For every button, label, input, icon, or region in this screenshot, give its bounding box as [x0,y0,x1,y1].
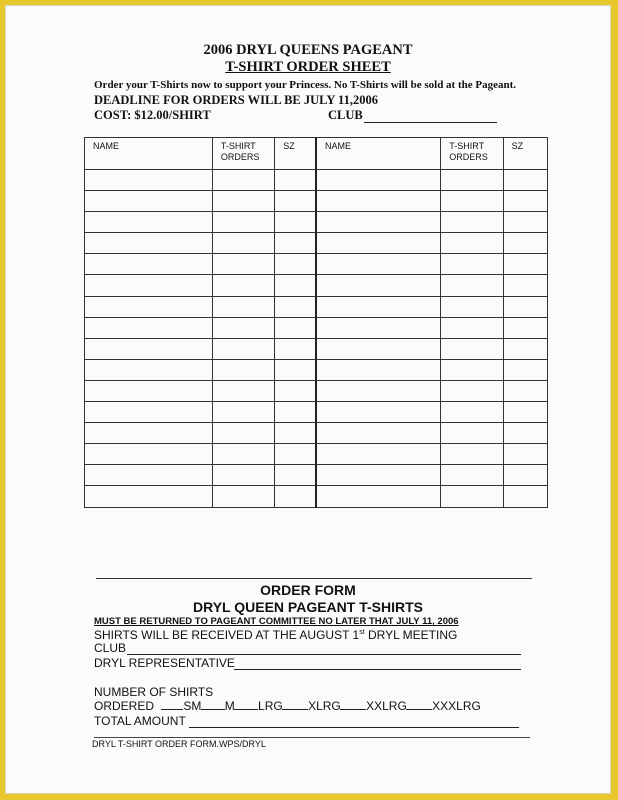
received-text [94,628,457,642]
table-cell[interactable] [441,170,503,191]
table-row [85,170,548,191]
table-cell[interactable] [503,170,547,191]
instructions-text: Order your T-Shirts now to support your Princess. No T-Shirts will be sold at the Pageant. [94,79,517,91]
table-row [85,338,548,359]
table-cell[interactable] [275,444,316,465]
table-cell[interactable] [85,380,213,401]
page-title: 2006 DRYL QUEENS PAGEANT [203,42,413,58]
column-header: T-SHIRT ORDERS [212,138,274,170]
table-cell[interactable] [212,275,274,296]
table-cell[interactable] [316,275,441,296]
table-cell[interactable] [441,359,503,380]
table-cell[interactable] [275,380,316,401]
table-cell[interactable] [316,191,441,212]
table-cell[interactable] [85,465,213,486]
table-cell[interactable] [441,444,503,465]
table-cell[interactable] [503,233,547,254]
table-cell[interactable] [316,212,441,233]
table-cell[interactable] [503,423,547,444]
ordered-row [94,699,481,713]
size-label: SM [183,699,202,713]
table-cell[interactable] [85,338,213,359]
received-text-sup: st [359,629,365,636]
table-cell[interactable] [441,233,503,254]
table-cell[interactable] [316,423,441,444]
number-of-shirts-label: NUMBER OF SHIRTS [94,685,214,699]
table-cell[interactable] [212,191,274,212]
table-cell[interactable] [85,275,213,296]
table-cell[interactable] [275,423,316,444]
table-row [85,233,548,254]
table-cell[interactable] [316,233,441,254]
received-text-end: DRYL MEETING [364,628,458,642]
club-form-label: CLUB [94,641,127,655]
table-cell[interactable] [503,486,547,507]
table-cell[interactable] [275,402,316,423]
representative-field[interactable] [234,669,521,670]
table-cell[interactable] [275,233,316,254]
cost-text: COST: $12.00/SHIRT [94,108,211,122]
table-cell[interactable] [316,338,441,359]
table-cell[interactable] [275,275,316,296]
size-blank[interactable] [282,709,308,710]
table-cell[interactable] [503,317,547,338]
table-cell[interactable] [85,317,213,338]
table-cell[interactable] [275,465,316,486]
table-cell[interactable] [212,296,274,317]
table-cell[interactable] [441,296,503,317]
table-cell[interactable] [316,254,441,275]
table-row [85,465,548,486]
size-blank[interactable] [340,709,366,710]
table-row [85,402,548,423]
size-blank[interactable] [406,709,432,710]
club-field[interactable] [364,122,497,123]
table-row [85,296,548,317]
table-row [85,191,548,212]
table-cell[interactable] [275,170,316,191]
table-cell[interactable] [441,486,503,507]
table-cell[interactable] [85,486,213,507]
received-text-main: SHIRTS WILL BE RECEIVED AT THE AUGUST 1 [94,628,360,642]
table-cell[interactable] [441,402,503,423]
table-cell[interactable] [316,317,441,338]
table-cell[interactable] [441,191,503,212]
table-cell[interactable] [85,423,213,444]
table-cell[interactable] [316,359,441,380]
table-cell[interactable] [275,338,316,359]
table-cell[interactable] [85,212,213,233]
order-sheet-page [5,5,611,794]
representative-label: DRYL REPRESENTATIVE [94,656,235,670]
size-label: LRG [258,699,283,713]
table-row [85,359,548,380]
table-cell[interactable] [275,359,316,380]
order-form-title: ORDER FORM [260,582,356,598]
table-cell[interactable] [316,296,441,317]
table-cell[interactable] [503,338,547,359]
table-cell[interactable] [275,486,316,507]
deadline-text: DEADLINE FOR ORDERS WILL BE JULY 11,2006 [94,93,378,107]
table-cell[interactable] [503,402,547,423]
table-cell[interactable] [503,212,547,233]
order-form-subtitle: DRYL QUEEN PAGEANT T-SHIRTS [193,599,423,615]
table-cell[interactable] [275,296,316,317]
table-cell[interactable] [316,486,441,507]
size-blank[interactable] [234,709,258,710]
table-cell[interactable] [316,380,441,401]
table-cell[interactable] [85,402,213,423]
table-cell[interactable] [85,170,213,191]
table-cell[interactable] [212,465,274,486]
size-label: XXLRG [366,699,407,713]
table-cell[interactable] [212,359,274,380]
column-header: SZ [275,138,316,170]
return-deadline-text: MUST BE RETURNED TO PAGEANT COMMITTEE NO LATER THAT JULY 11, 2006 [94,616,459,627]
table-cell[interactable] [212,317,274,338]
table-cell[interactable] [275,191,316,212]
table-row [85,317,548,338]
column-header: SZ [503,138,547,170]
table-cell[interactable] [85,233,213,254]
table-cell[interactable] [275,212,316,233]
table-cell[interactable] [85,296,213,317]
table-cell[interactable] [441,338,503,359]
table-cell[interactable] [212,444,274,465]
table-cell[interactable] [441,465,503,486]
column-header: T-SHIRT ORDERS [441,138,503,170]
table-cell[interactable] [503,254,547,275]
table-cell[interactable] [316,444,441,465]
table-cell[interactable] [275,317,316,338]
table-header-row [85,138,548,170]
table-row [85,254,548,275]
footer-text: DRYL T-SHIRT ORDER FORM.WPS/DRYL [92,739,266,749]
table-cell[interactable] [441,254,503,275]
page-subtitle: T-SHIRT ORDER SHEET [225,59,391,75]
table-cell[interactable] [316,402,441,423]
size-label: M [224,699,235,713]
table-cell[interactable] [441,212,503,233]
table-cell[interactable] [85,191,213,212]
footer-divider [94,737,530,738]
column-header: NAME [85,138,213,170]
table-cell[interactable] [212,212,274,233]
table-cell[interactable] [212,254,274,275]
section-divider [96,578,532,579]
total-amount-label: TOTAL AMOUNT [94,714,186,728]
table-cell[interactable] [503,191,547,212]
table-cell[interactable] [316,170,441,191]
table-cell[interactable] [85,444,213,465]
table-row [85,423,548,444]
size-blank[interactable] [161,709,183,710]
total-amount-field[interactable] [189,727,519,728]
table-cell[interactable] [212,402,274,423]
table-cell[interactable] [503,296,547,317]
table-cell[interactable] [503,359,547,380]
table-row [85,212,548,233]
column-header: NAME [316,138,441,170]
table-cell[interactable] [212,380,274,401]
table-cell[interactable] [212,338,274,359]
ordered-label: ORDERED [94,699,155,713]
table-cell[interactable] [85,254,213,275]
table-row [85,275,548,296]
table-row [85,380,548,401]
table-cell[interactable] [441,275,503,296]
table-cell[interactable] [441,317,503,338]
table-cell[interactable] [503,465,547,486]
table-cell[interactable] [503,444,547,465]
table-cell[interactable] [503,380,547,401]
order-table [84,137,548,508]
table-cell[interactable] [275,254,316,275]
table-row [85,444,548,465]
table-cell[interactable] [441,423,503,444]
table-row [85,486,548,507]
table-cell[interactable] [212,170,274,191]
size-label: XXXLRG [432,699,481,713]
table-cell[interactable] [212,486,274,507]
table-cell[interactable] [316,465,441,486]
club-label: CLUB [328,108,363,122]
table-cell[interactable] [441,380,503,401]
table-cell[interactable] [503,275,547,296]
table-cell[interactable] [212,233,274,254]
table-cell[interactable] [212,423,274,444]
size-label: XLRG [308,699,341,713]
size-blank[interactable] [201,709,225,710]
club-form-field[interactable] [127,654,521,655]
table-cell[interactable] [85,359,213,380]
